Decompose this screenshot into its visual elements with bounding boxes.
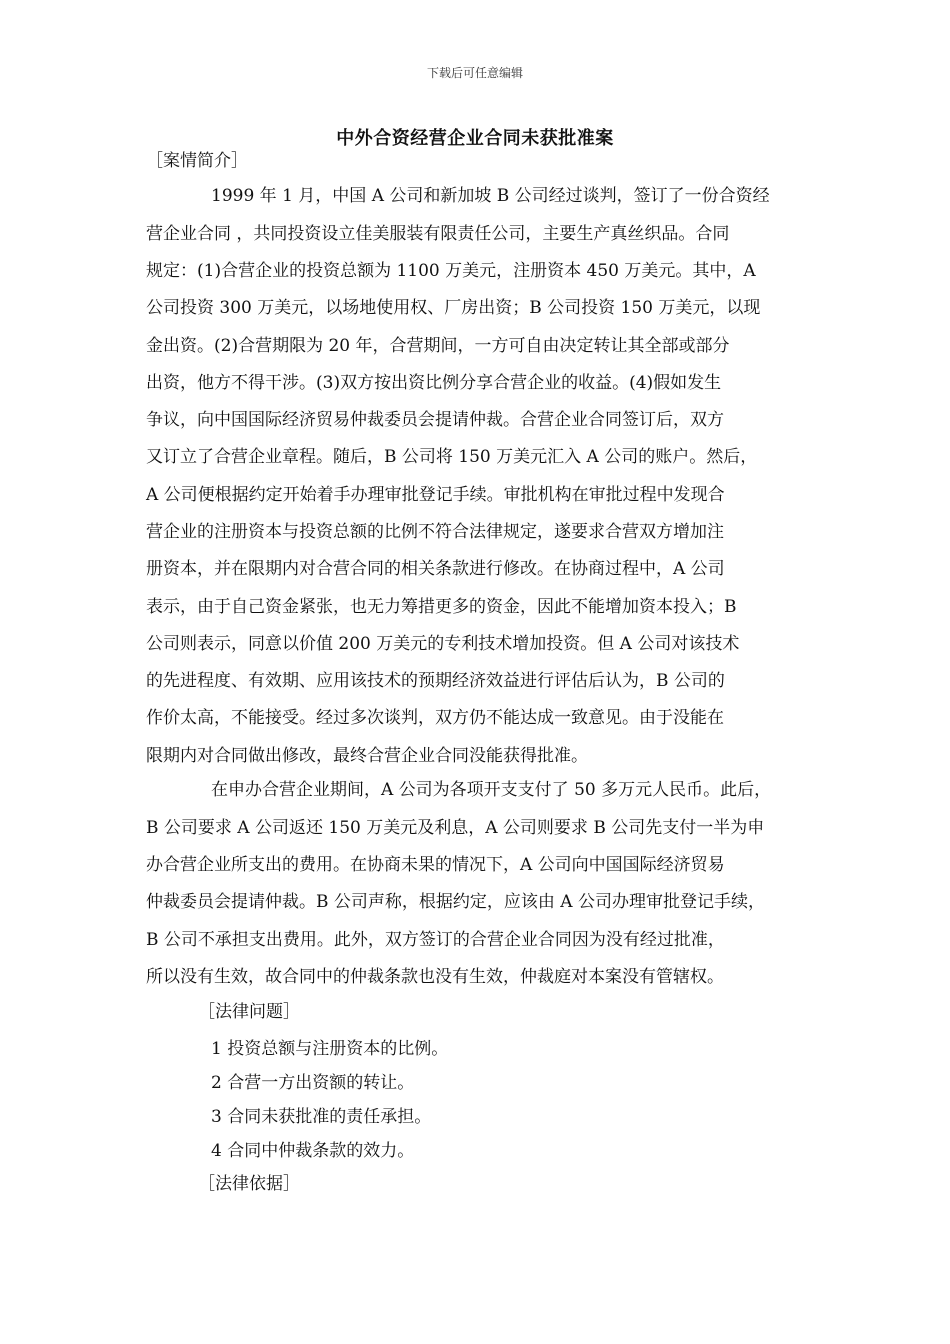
text-line: 仲裁委员会提请仲裁。B 公司声称，根据约定，应该由 A 公司办理审批登记手续，	[146, 892, 765, 912]
list-item: 2 合营一方出资额的转让。	[211, 1073, 415, 1093]
text-line: 又订立了合营企业章程。随后，B 公司将 150 万美元汇入 A 公司的账户。然后，	[146, 447, 758, 467]
text-line: A 公司便根据约定开始着手办理审批登记手续。审批机构在审批过程中发现合	[146, 485, 725, 505]
section-heading-case: ［案情简介］	[146, 151, 248, 171]
text-line: 册资本，并在限期内对合营合同的相关条款进行修改。在协商过程中，A 公司	[146, 559, 725, 579]
text-line: 所以没有生效，故合同中的仲裁条款也没有生效，仲裁庭对本案没有管辖权。	[146, 967, 724, 987]
text-line: 作价太高，不能接受。经过多次谈判，双方仍不能达成一致意见。由于没能在	[146, 708, 724, 728]
list-item: 1 投资总额与注册资本的比例。	[211, 1039, 449, 1059]
text-line: 限期内对合同做出修改，最终合营企业合同没能获得批准。	[146, 746, 588, 766]
section-heading-issues: ［法律问题］	[198, 1002, 300, 1022]
text-line: 出资，他方不得干涉。(3)双方按出资比例分享合营企业的收益。(4)假如发生	[146, 373, 722, 393]
text-line: 金出资。(2)合营期限为 20 年，合营期间，一方可自由决定转让其全部或部分	[146, 336, 730, 356]
text-line: 1999 年 1 月，中国 A 公司和新加坡 B 公司经过谈判，签订了一份合资经	[211, 186, 770, 206]
text-line: 的先进程度、有效期、应用该技术的预期经济效益进行评估后认为，B 公司的	[146, 671, 725, 691]
text-line: 公司则表示，同意以价值 200 万美元的专利技术增加投资。但 A 公司对该技术	[146, 634, 740, 654]
text-line: B 公司不承担支出费用。此外，双方签订的合营企业合同因为没有经过批准，	[146, 930, 725, 950]
list-item: 4 合同中仲裁条款的效力。	[211, 1141, 415, 1161]
text-line: 表示，由于自己资金紧张，也无力筹措更多的资金，因此不能增加资本投入；B	[146, 597, 737, 617]
text-line: B 公司要求 A 公司返还 150 万美元及利息，A 公司则要求 B 公司先支付一半为申	[146, 818, 765, 838]
list-item: 3 合同未获批准的责任承担。	[211, 1107, 432, 1127]
text-line: 办合营企业所支出的费用。在协商未果的情况下，A 公司向中国国际经济贸易	[146, 855, 725, 875]
header-note: 下载后可任意编辑	[426, 66, 523, 80]
text-line: 营企业的注册资本与投资总额的比例不符合法律规定，遂要求合营双方增加注	[146, 522, 724, 542]
text-line: 在申办合营企业期间，A 公司为各项开支支付了 50 多万元人民币。此后，	[211, 780, 772, 800]
text-line: 公司投资 300 万美元，以场地使用权、厂房出资；B 公司投资 150 万美元，以现	[146, 298, 761, 318]
section-heading-basis: ［法律依据］	[198, 1174, 300, 1194]
page-title: 中外合资经营企业合同未获批准案	[336, 128, 614, 149]
text-line: 规定：(1)合营企业的投资总额为 1100 万美元，注册资本 450 万美元。其中，A	[146, 261, 756, 281]
text-line: 营企业合同 ，共同投资设立佳美服装有限责任公司，主要生产真丝织品。合同	[146, 224, 730, 244]
text-line: 争议，向中国国际经济贸易仲裁委员会提请仲裁。合营企业合同签订后，双方	[146, 410, 724, 430]
